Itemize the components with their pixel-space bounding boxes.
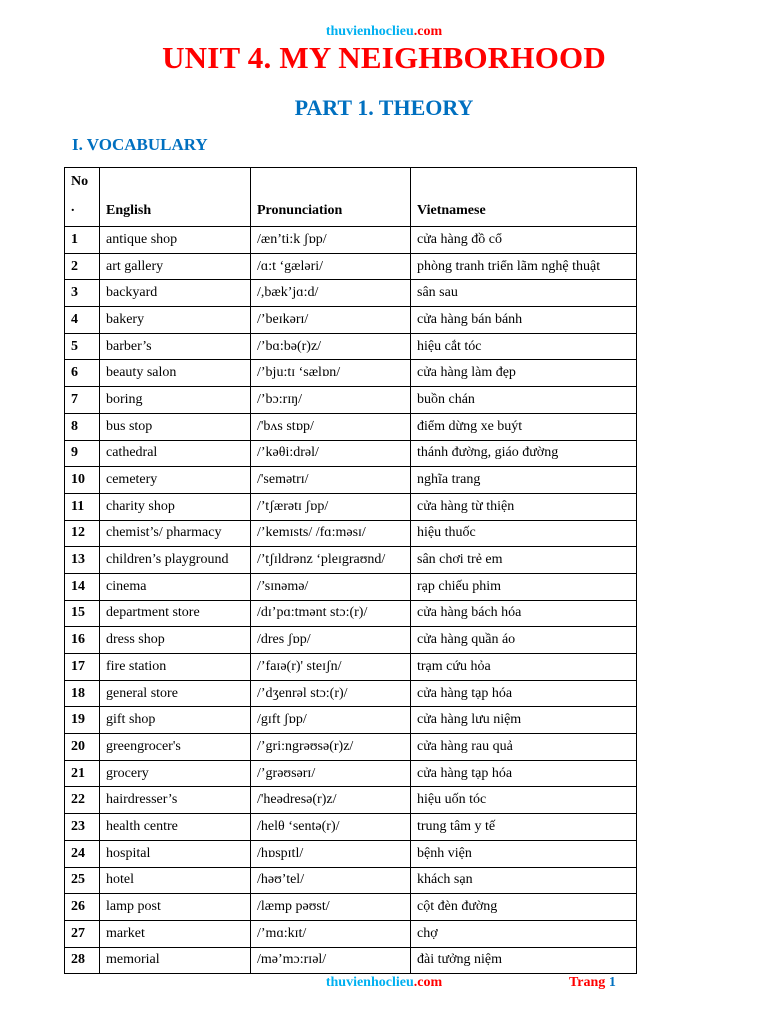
row-english: cathedral <box>100 440 251 467</box>
row-number: 1 <box>65 227 100 254</box>
row-number: 7 <box>65 387 100 414</box>
table-row <box>65 760 637 787</box>
row-vietnamese: cửa hàng làm đẹp <box>411 360 637 387</box>
row-pronunciation: /’sɪnəmə/ <box>251 573 411 600</box>
row-vietnamese: rạp chiếu phim <box>411 573 637 600</box>
row-english: greengrocer's <box>100 734 251 761</box>
row-english: cemetery <box>100 467 251 494</box>
row-vietnamese: cửa hàng đồ cổ <box>411 227 637 254</box>
row-pronunciation: /’kemɪsts/ /fɑ:məsɪ/ <box>251 520 411 547</box>
row-pronunciation: /’beɪkərɪ/ <box>251 307 411 334</box>
table-row <box>65 520 637 547</box>
row-number: 4 <box>65 307 100 334</box>
row-number: 26 <box>65 894 100 921</box>
table-row <box>65 227 637 254</box>
row-vietnamese: cửa hàng từ thiện <box>411 493 637 520</box>
table-row <box>65 734 637 761</box>
row-english: health centre <box>100 814 251 841</box>
row-vietnamese: cửa hàng tạp hóa <box>411 680 637 707</box>
row-vietnamese: chợ <box>411 920 637 947</box>
table-row <box>65 707 637 734</box>
table-row <box>65 947 637 974</box>
row-number: 14 <box>65 573 100 600</box>
row-number: 21 <box>65 760 100 787</box>
row-number: 24 <box>65 840 100 867</box>
table-body <box>65 227 637 974</box>
row-english: hotel <box>100 867 251 894</box>
row-pronunciation: /helθ ‘sentə(r)/ <box>251 814 411 841</box>
table-row <box>65 413 637 440</box>
row-english: bakery <box>100 307 251 334</box>
row-number: 2 <box>65 253 100 280</box>
row-number: 9 <box>65 440 100 467</box>
table-row <box>65 867 637 894</box>
header-no: No . <box>65 168 100 227</box>
row-number: 20 <box>65 734 100 761</box>
row-number: 11 <box>65 493 100 520</box>
part-title: PART 1. THEORY <box>294 95 474 120</box>
row-number: 13 <box>65 547 100 574</box>
row-english: grocery <box>100 760 251 787</box>
table-row <box>65 840 637 867</box>
row-vietnamese: cửa hàng tạp hóa <box>411 760 637 787</box>
footer-site-domain: .com <box>413 975 443 990</box>
row-pronunciation: /mə’mɔ:rɪəl/ <box>251 947 411 974</box>
unit-title: UNIT 4. MY NEIGHBORHOOD <box>162 40 606 75</box>
row-english: hospital <box>100 840 251 867</box>
table-row <box>65 280 637 307</box>
row-english: bus stop <box>100 413 251 440</box>
row-number: 28 <box>65 947 100 974</box>
row-vietnamese: sân sau <box>411 280 637 307</box>
row-vietnamese: đài tưởng niệm <box>411 947 637 974</box>
table-row <box>65 627 637 654</box>
row-pronunciation: /həʊ’tel/ <box>251 867 411 894</box>
row-pronunciation: /læmp pəʊst/ <box>251 894 411 921</box>
row-number: 6 <box>65 360 100 387</box>
table-row <box>65 307 637 334</box>
row-vietnamese: bệnh viện <box>411 840 637 867</box>
table-row <box>65 467 637 494</box>
row-english: memorial <box>100 947 251 974</box>
footer-site-name: thuvienhoclieu <box>325 975 414 990</box>
row-english: general store <box>100 680 251 707</box>
row-vietnamese: điểm dừng xe buýt <box>411 413 637 440</box>
row-number: 18 <box>65 680 100 707</box>
table-row <box>65 440 637 467</box>
site-name: thuvienhoclieu <box>325 24 414 39</box>
row-pronunciation: /gɪft ʃɒp/ <box>251 707 411 734</box>
row-pronunciation: /’faɪə(r)' steɪʃn/ <box>251 654 411 681</box>
row-english: art gallery <box>100 253 251 280</box>
table-row <box>65 894 637 921</box>
row-pronunciation: /’bɔ:rɪŋ/ <box>251 387 411 414</box>
table-row <box>65 253 637 280</box>
row-number: 19 <box>65 707 100 734</box>
row-pronunciation: /’mɑ:kɪt/ <box>251 920 411 947</box>
row-pronunciation: /dres ʃɒp/ <box>251 627 411 654</box>
table-row <box>65 654 637 681</box>
row-english: antique shop <box>100 227 251 254</box>
row-pronunciation: /,bæk’jɑ:d/ <box>251 280 411 307</box>
row-number: 5 <box>65 333 100 360</box>
row-vietnamese: sân chơi trẻ em <box>411 547 637 574</box>
row-pronunciation: /’bɑ:bə(r)z/ <box>251 333 411 360</box>
row-pronunciation: /’bju:tɪ ‘sælɒn/ <box>251 360 411 387</box>
row-english: dress shop <box>100 627 251 654</box>
header-pronunciation: Pronunciation <box>251 168 411 227</box>
table-row <box>65 680 637 707</box>
row-vietnamese: cột đèn đường <box>411 894 637 921</box>
row-vietnamese: cửa hàng quần áo <box>411 627 637 654</box>
row-number: 17 <box>65 654 100 681</box>
row-english: backyard <box>100 280 251 307</box>
row-english: children’s playground <box>100 547 251 574</box>
section-title: I. VOCABULARY <box>72 135 208 154</box>
footer-site[interactable] <box>0 975 768 991</box>
row-pronunciation: /hɒspɪtl/ <box>251 840 411 867</box>
row-english: fire station <box>100 654 251 681</box>
row-vietnamese: thánh đường, giáo đường <box>411 440 637 467</box>
table-row <box>65 333 637 360</box>
row-english: market <box>100 920 251 947</box>
row-pronunciation: /’grəʊsərɪ/ <box>251 760 411 787</box>
row-vietnamese: hiệu cắt tóc <box>411 333 637 360</box>
row-vietnamese: trạm cứu hỏa <box>411 654 637 681</box>
row-pronunciation: /’dʒenrəl stɔ:(r)/ <box>251 680 411 707</box>
row-vietnamese: trung tâm y tế <box>411 814 637 841</box>
row-english: charity shop <box>100 493 251 520</box>
table-row <box>65 360 637 387</box>
row-vietnamese: nghĩa trang <box>411 467 637 494</box>
row-english: gift shop <box>100 707 251 734</box>
row-number: 16 <box>65 627 100 654</box>
row-english: department store <box>100 600 251 627</box>
table-row <box>65 600 637 627</box>
row-number: 22 <box>65 787 100 814</box>
row-pronunciation: /dɪ’pɑ:tmənt stɔ:(r)/ <box>251 600 411 627</box>
table-row <box>65 547 637 574</box>
row-english: cinema <box>100 573 251 600</box>
row-pronunciation: /'semətrɪ/ <box>251 467 411 494</box>
row-vietnamese: cửa hàng rau quả <box>411 734 637 761</box>
page-number: 1 <box>608 975 616 990</box>
table-header-row <box>65 168 637 227</box>
row-pronunciation: /’kəθi:drəl/ <box>251 440 411 467</box>
row-vietnamese: cửa hàng bách hóa <box>411 600 637 627</box>
table-row <box>65 387 637 414</box>
row-vietnamese: cửa hàng lưu niệm <box>411 707 637 734</box>
row-number: 12 <box>65 520 100 547</box>
site-header[interactable] <box>0 24 768 40</box>
row-pronunciation: /’gri:ngrəʊsə(r)z/ <box>251 734 411 761</box>
table-row <box>65 814 637 841</box>
row-number: 3 <box>65 280 100 307</box>
header-vietnamese: Vietnamese <box>411 168 637 227</box>
row-english: lamp post <box>100 894 251 921</box>
row-number: 27 <box>65 920 100 947</box>
row-english: beauty salon <box>100 360 251 387</box>
header-english: English <box>100 168 251 227</box>
vocabulary-table <box>64 167 637 974</box>
table-row <box>65 573 637 600</box>
row-number: 25 <box>65 867 100 894</box>
row-english: hairdresser’s <box>100 787 251 814</box>
row-pronunciation: /æn’ti:k ʃɒp/ <box>251 227 411 254</box>
row-number: 23 <box>65 814 100 841</box>
row-vietnamese: buồn chán <box>411 387 637 414</box>
row-vietnamese: khách sạn <box>411 867 637 894</box>
row-vietnamese: cửa hàng bán bánh <box>411 307 637 334</box>
row-english: boring <box>100 387 251 414</box>
row-number: 10 <box>65 467 100 494</box>
table-row <box>65 493 637 520</box>
site-domain: .com <box>413 24 443 39</box>
row-english: chemist’s/ pharmacy <box>100 520 251 547</box>
row-pronunciation: /ɑ:t ‘gæləri/ <box>251 253 411 280</box>
row-number: 15 <box>65 600 100 627</box>
row-pronunciation: /’tʃɪldrənz ‘pleɪgraʊnd/ <box>251 547 411 574</box>
page-footer <box>0 975 768 995</box>
table-row <box>65 920 637 947</box>
row-pronunciation: /'heədresə(r)z/ <box>251 787 411 814</box>
row-vietnamese: phòng tranh triển lãm nghệ thuật <box>411 253 637 280</box>
page-label: Trang <box>569 975 606 990</box>
page-indicator <box>569 975 616 991</box>
row-vietnamese: hiệu thuốc <box>411 520 637 547</box>
row-pronunciation: /'bʌs stɒp/ <box>251 413 411 440</box>
row-vietnamese: hiệu uốn tóc <box>411 787 637 814</box>
row-pronunciation: /’tʃærətɪ ʃɒp/ <box>251 493 411 520</box>
row-number: 8 <box>65 413 100 440</box>
row-english: barber’s <box>100 333 251 360</box>
table-row <box>65 787 637 814</box>
